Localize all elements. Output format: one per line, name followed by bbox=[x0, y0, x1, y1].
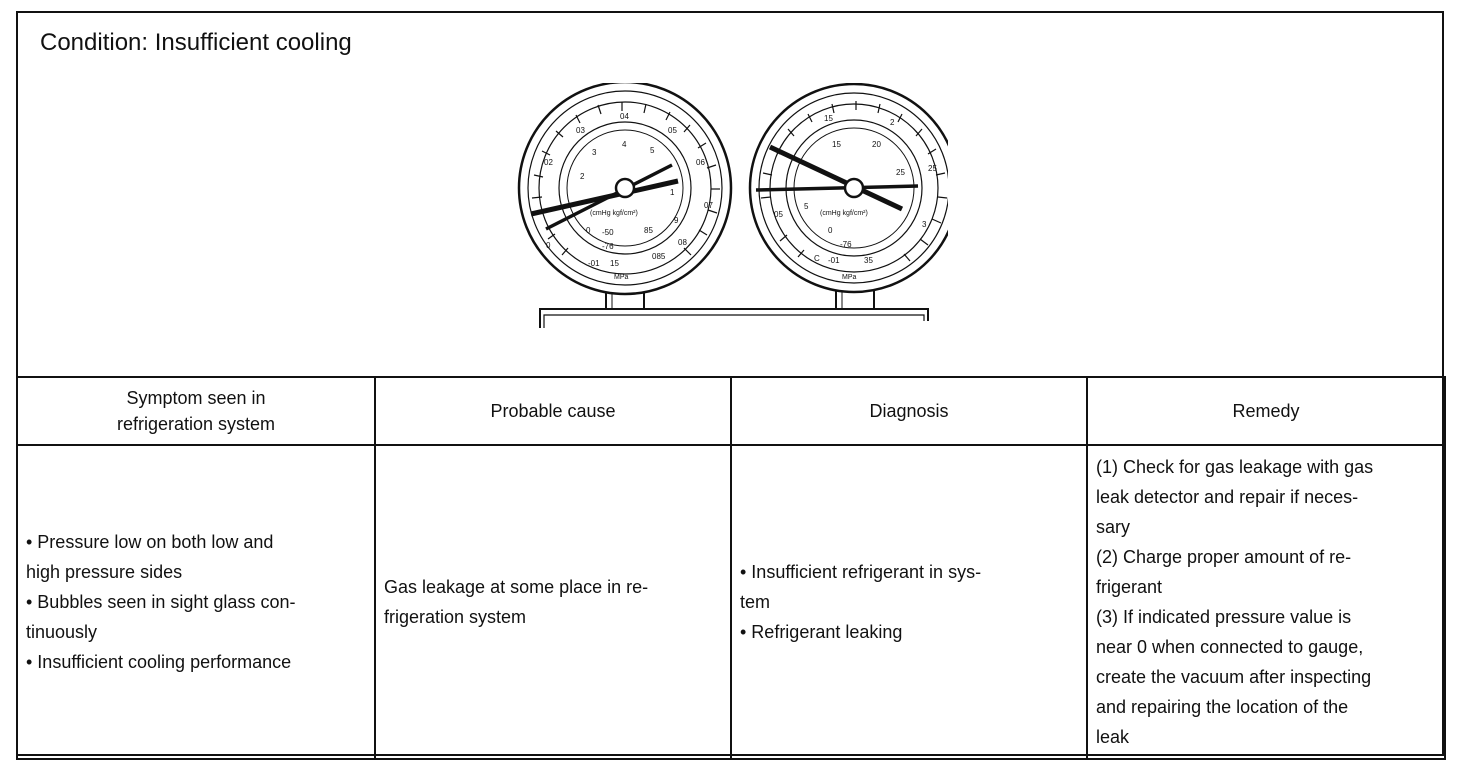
cause-line: Gas leakage at some place in re- bbox=[384, 577, 649, 597]
header-symptom bbox=[17, 377, 375, 445]
diagnosis-line: tem bbox=[740, 592, 771, 612]
table-row bbox=[17, 445, 1445, 759]
svg-text:-50: -50 bbox=[602, 228, 614, 237]
svg-text:35: 35 bbox=[864, 256, 873, 265]
svg-text:5: 5 bbox=[804, 202, 809, 211]
svg-text:15: 15 bbox=[832, 140, 841, 149]
gauge-manifold-illustration bbox=[498, 83, 948, 333]
svg-text:-01: -01 bbox=[828, 256, 840, 265]
cause-cell bbox=[375, 445, 731, 759]
svg-text:15: 15 bbox=[610, 259, 619, 268]
svg-text:02: 02 bbox=[544, 158, 553, 167]
svg-text:(cmHg kgf/cm²): (cmHg kgf/cm²) bbox=[590, 210, 638, 217]
svg-text:-76: -76 bbox=[602, 242, 614, 251]
remedy-line: frigerant bbox=[1096, 577, 1163, 597]
diagnosis-cell bbox=[731, 445, 1087, 759]
symptom-line: tinuously bbox=[26, 622, 98, 642]
svg-text:085: 085 bbox=[652, 252, 666, 261]
header-symptom-line: refrigeration system bbox=[116, 414, 276, 434]
symptom-line: high pressure sides bbox=[26, 562, 183, 582]
svg-text:4: 4 bbox=[622, 140, 627, 149]
symptom-line: • Bubbles seen in sight glass con- bbox=[26, 592, 296, 612]
svg-text:C: C bbox=[814, 254, 820, 263]
svg-text:-76: -76 bbox=[840, 240, 852, 249]
svg-text:04: 04 bbox=[620, 112, 629, 121]
svg-text:3: 3 bbox=[592, 148, 597, 157]
diagnosis-frame bbox=[16, 11, 1444, 756]
table-header-row bbox=[17, 377, 1445, 445]
remedy-line: and repairing the location of the bbox=[1096, 697, 1349, 717]
remedy-line: sary bbox=[1096, 517, 1131, 537]
remedy-line: leak bbox=[1096, 727, 1130, 747]
svg-text:05: 05 bbox=[668, 126, 677, 135]
svg-text:0: 0 bbox=[586, 226, 591, 235]
svg-text:2: 2 bbox=[580, 172, 585, 181]
svg-text:9: 9 bbox=[674, 216, 679, 225]
remedy-line: (3) If indicated pressure value is bbox=[1096, 607, 1352, 627]
high-pressure-gauge bbox=[750, 84, 948, 292]
svg-text:MPa: MPa bbox=[614, 274, 629, 281]
header-cause: Probable cause bbox=[375, 377, 731, 445]
svg-text:20: 20 bbox=[872, 140, 881, 149]
svg-text:08: 08 bbox=[678, 238, 687, 247]
diagnosis-line: • Insufficient refrigerant in sys- bbox=[740, 562, 982, 582]
symptom-line: • Pressure low on both low and bbox=[26, 532, 274, 552]
condition-title bbox=[40, 29, 352, 57]
remedy-line: leak detector and repair if neces- bbox=[1096, 487, 1359, 507]
svg-text:5: 5 bbox=[650, 146, 655, 155]
svg-text:25: 25 bbox=[896, 168, 905, 177]
svg-text:03: 03 bbox=[576, 126, 585, 135]
cause-line: frigeration system bbox=[384, 607, 527, 627]
header-remedy: Remedy bbox=[1087, 377, 1445, 445]
svg-text:25: 25 bbox=[928, 164, 937, 173]
svg-text:2: 2 bbox=[890, 118, 895, 127]
svg-text:3: 3 bbox=[922, 220, 927, 229]
svg-text:1: 1 bbox=[670, 188, 675, 197]
low-pressure-gauge bbox=[519, 83, 731, 294]
diagnosis-line: • Refrigerant leaking bbox=[740, 622, 903, 642]
svg-text:MPa: MPa bbox=[842, 274, 857, 281]
svg-text:(cmHg kgf/cm²): (cmHg kgf/cm²) bbox=[820, 210, 868, 217]
remedy-cell bbox=[1087, 445, 1445, 759]
remedy-line: create the vacuum after inspecting bbox=[1096, 667, 1372, 687]
svg-text:85: 85 bbox=[644, 226, 653, 235]
svg-text:07: 07 bbox=[704, 201, 713, 210]
svg-text:15: 15 bbox=[824, 114, 833, 123]
header-symptom-line: Symptom seen in bbox=[126, 388, 266, 408]
header-diagnosis: Diagnosis bbox=[731, 377, 1087, 445]
symptom-cell bbox=[17, 445, 375, 759]
remedy-line: (1) Check for gas leakage with gas bbox=[1096, 457, 1374, 477]
remedy-line: (2) Charge proper amount of re- bbox=[1096, 547, 1352, 567]
condition-label: Condition: bbox=[40, 29, 149, 56]
svg-text:05: 05 bbox=[774, 210, 783, 219]
condition-value: Insufficient cooling bbox=[154, 29, 352, 56]
svg-text:0: 0 bbox=[828, 226, 833, 235]
diagnosis-table bbox=[16, 376, 1446, 760]
symptom-line: • Insufficient cooling performance bbox=[26, 652, 292, 672]
remedy-line: near 0 when connected to gauge, bbox=[1096, 637, 1364, 657]
svg-text:0: 0 bbox=[546, 241, 551, 250]
svg-text:06: 06 bbox=[696, 158, 705, 167]
svg-text:-01: -01 bbox=[588, 259, 600, 268]
